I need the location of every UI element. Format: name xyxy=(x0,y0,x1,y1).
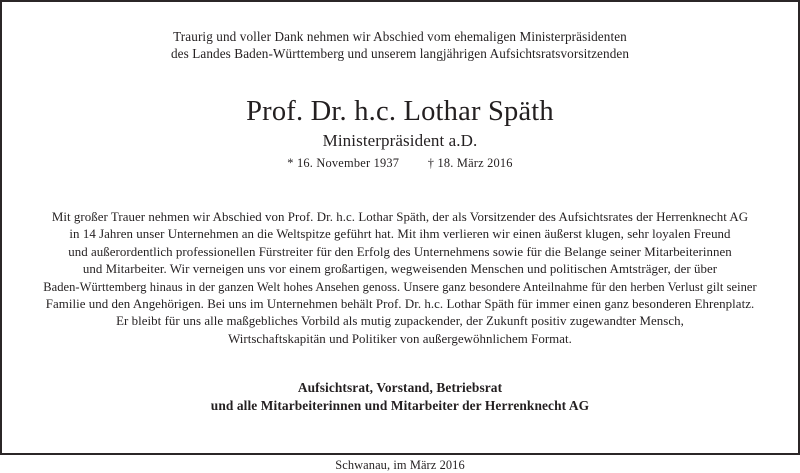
birth-date: 16. November 1937 xyxy=(296,156,400,170)
deceased-block xyxy=(246,96,554,171)
tribute-text xyxy=(42,209,758,348)
tribute-line: und außerordentlich professionellen Fürstreiter für den Erfolg des Unternehmens sowie für die Belange seiner Mitarbeiterinnen xyxy=(68,244,732,259)
death-symbol-icon: † xyxy=(427,156,435,170)
death-date: 18. März 2016 xyxy=(437,156,513,170)
intro-line: Traurig und voller Dank nehmen wir Abschied vom ehemaligen Ministerpräsidenten xyxy=(173,29,627,44)
intro-line: des Landes Baden-Württemberg und unserem langjährigen Aufsichtsratsvorsitzenden xyxy=(170,46,630,61)
tribute-line: in 14 Jahren unser Unternehmen an die Weltspitze geführt hat. Mit ihm verlieren wir einen äußerst klugen, sehr loyalen Freund xyxy=(69,227,731,242)
tribute-line: Familie und den Angehörigen. Bei uns im Unternehmen behält Prof. Dr. h.c. Lothar Späth für immer einen ganz besonderen Ehrenplatz. xyxy=(45,297,755,312)
birth-symbol-icon: * xyxy=(287,156,294,170)
tribute-line: und Mitarbeiter. Wir verneigen uns vor einem großartigen, wegweisenden Menschen und politischen Amtsträger, der über xyxy=(82,262,718,277)
deceased-role: Ministerpräsident a.D. xyxy=(322,131,478,150)
place-and-date: Schwanau, im März 2016 xyxy=(335,458,465,473)
tribute-line: Baden-Württemberg hinaus in der ganzen Welt hohes Ansehen genoss. Unsere ganz besondere Anteilnahme für den herben Verlust gilt seiner xyxy=(43,279,757,294)
signatory-line: Aufsichtsrat, Vorstand, Betriebsrat xyxy=(297,380,503,396)
life-dates xyxy=(246,155,554,171)
tribute-line: Mit großer Trauer nehmen wir Abschied von Prof. Dr. h.c. Lothar Späth, der als Vorsitzender des Aufsichtsrates der Herrenknecht AG xyxy=(51,210,749,224)
deceased-name: Prof. Dr. h.c. Lothar Späth xyxy=(246,96,554,127)
signatory-block xyxy=(211,379,589,415)
tribute-line: Wirtschaftskapitän und Politiker von außergewöhnlichem Format. xyxy=(228,331,572,346)
intro-text xyxy=(171,28,629,62)
signatory-line: und alle Mitarbeiterinnen und Mitarbeiter der Herrenknecht AG xyxy=(210,398,590,414)
tribute-line: Er bleibt für uns alle maßgebliches Vorbild als mutig zupackender, der Zukunft positiv zugewandter Mensch, xyxy=(116,314,684,329)
